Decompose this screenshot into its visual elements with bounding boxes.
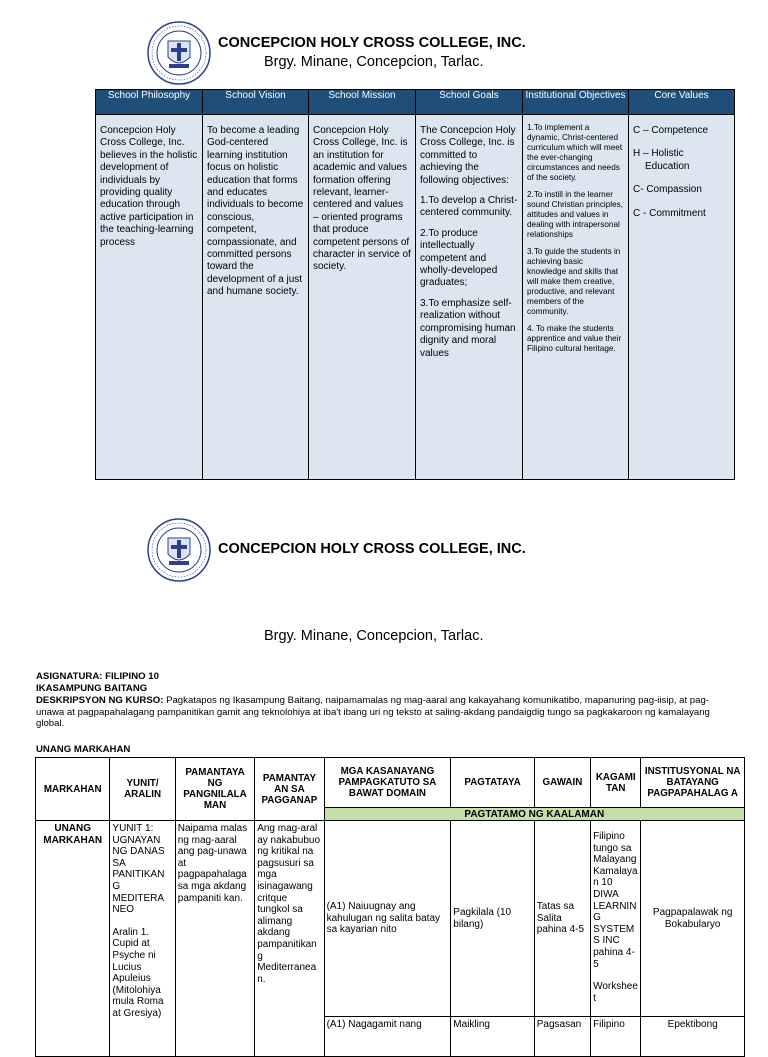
- cell-kagamitan: Filipino: [591, 1017, 641, 1057]
- curriculum-table: [35, 757, 745, 1057]
- quarter-label: UNANG MARKAHAN: [36, 744, 131, 755]
- vision-text: To become a leading God-centered learning institution focus on holistic education that forms and educates individuals to become conscious, competent, compassionate, and committed persons toward the development of a just and humane society.: [203, 115, 309, 480]
- subheader-pagtatamo: PAGTATAMO NG KAALAMAN: [324, 808, 744, 821]
- mission-text: Concepcion Holy Cross College, Inc. is an institution for academic and values formation offering relevant, learner- centered and values – oriented programs that produce competent persons of character in service of society.: [309, 115, 416, 480]
- cell-batayan: Epektibong: [641, 1017, 745, 1057]
- objective-item: 2.To instill in the learner sound Christian principles, attitudes and values in dealing with intrapersonal relationships: [527, 190, 624, 239]
- header-objectives: Institutional Objectives: [523, 90, 629, 115]
- header-kagamitan: KAGAMI TAN: [591, 758, 641, 808]
- goal-item: 3.To emphasize self-realization without compromising human dignity and moral values: [420, 297, 516, 359]
- vmgo-content-row: [96, 115, 735, 480]
- header-kasanayan: MGA KASANAYANG PAMPAGKATUTO SA BAWAT DOMAIN: [324, 758, 451, 808]
- core-values-cell: [629, 115, 735, 480]
- cell-kasanayan: (A1) Naiuugnay ang kahulugan ng salita batay sa kayarian nito: [324, 821, 451, 1017]
- cell-yunit: [110, 821, 175, 1057]
- aralin-title: Aralin 1. Cupid at Psyche ni Lucius Apuleius (Mitolohiya mula Roma at Gresiya): [112, 926, 164, 1019]
- header-batayan: INSTITUSYONAL NA BATAYANG PAGPAPAHALAG A: [641, 758, 745, 808]
- cell-pangnilalaman: Naipama malas ng mag-aaral ang pag-unawa at pagpapahalaga sa mga akdang pampaniti kan.: [175, 821, 254, 1057]
- curriculum-header-row: [36, 758, 745, 808]
- course-description: [36, 695, 726, 730]
- cell-batayan: Pagpapalawak ng Bokabularyo: [641, 821, 745, 1017]
- cell-kagamitan: [591, 821, 641, 1017]
- college-address: Brgy. Minane, Concepcion, Tarlac.: [264, 54, 484, 70]
- cell-kasanayan: (A1) Nagagamit nang: [324, 1017, 451, 1057]
- header-pagtataya: PAGTATAYA: [451, 758, 534, 808]
- header-goals: School Goals: [416, 90, 523, 115]
- objectives-cell: [523, 115, 629, 480]
- vmgo-table: [95, 89, 735, 480]
- header-markahan: MARKAHAN: [36, 758, 110, 821]
- college-address: Brgy. Minane, Concepcion, Tarlac.: [264, 628, 484, 644]
- header-yunit: YUNIT/ ARALIN: [110, 758, 175, 821]
- yunit-title: YUNIT 1: UGNAYAN NG DANAS SA PANITIKAN G MEDITERA NEO: [112, 823, 165, 916]
- cell-pagganap: Ang mag-aral ay nakabubuo ng kritikal na pagsusuri sa mga isinagawang critque tungkol sa alimang akdang pampanitikan g Mediterranea n.: [255, 821, 324, 1057]
- course-description-text: Pagkatapos ng Ikasampung Baitang, naipamamalas ng mag-aaral ang kakayahang komunikatibo, mapanuring pag-iisip, at pag-unawa at pagpapahalagang pampanitikan gamit ang teknolohiya at iba't ibang uri ng teksto at saling-akdang pandaigdig tungo sa pagkakaroon ng kamalayang global.: [36, 695, 710, 729]
- goal-item: 1.To develop a Christ-centered community.: [420, 195, 518, 219]
- header-philosophy: School Philosophy: [96, 90, 203, 115]
- cell-pagtataya: Pagkilala (10 bilang): [451, 821, 534, 1017]
- course-grade: IKASAMPUNG BAITANG: [36, 683, 148, 694]
- objective-item: 3.To guide the students in achieving basic knowledge and skills that will make them creative, productive, and relevant members of the community.: [527, 247, 621, 316]
- college-seal-logo: [146, 518, 212, 582]
- cell-gawain: Tatas sa Salita pahina 4-5: [534, 821, 590, 1017]
- course-description-label: DESKRIPSYON NG KURSO:: [36, 695, 164, 706]
- header-pagganap: PAMANTAY AN SA PAGGANAP: [255, 758, 324, 821]
- college-name: CONCEPCION HOLY CROSS COLLEGE, INC.: [218, 35, 526, 51]
- kagamitan-book: Filipino tungo sa Malayang Kamalaya n 10 DIWA LEARNIN G SYSTEM S INC pahina 4-5: [593, 831, 638, 970]
- kagamitan-worksheet: Workshee t: [593, 981, 638, 1004]
- goal-item: 2.To produce intellectually competent and wholly-developed graduates;: [420, 227, 498, 289]
- cell-markahan: UNANG MARKAHAN: [36, 821, 110, 1057]
- goals-cell: [416, 115, 523, 480]
- core-value-item: C- Compassion: [633, 184, 702, 196]
- core-value-item: C - Commitment: [633, 207, 706, 219]
- vmgo-header-row: [96, 90, 735, 115]
- cell-pagtataya: Maikling: [451, 1017, 534, 1057]
- college-name: CONCEPCION HOLY CROSS COLLEGE, INC.: [218, 541, 526, 557]
- header-core-values: Core Values: [629, 90, 735, 115]
- objective-item: 4. To make the students apprentice and value their Filipino cultural heritage.: [527, 324, 622, 353]
- goals-intro: The Concepcion Holy Cross College, Inc. is committed to achieving the following objectives:: [420, 125, 516, 186]
- core-value-item: C – Competence: [633, 125, 709, 136]
- course-subject: ASIGNATURA: FILIPINO 10: [36, 671, 159, 682]
- header-vision: School Vision: [203, 90, 309, 115]
- header-pangnilalaman: PAMANTAYA NG PANGNILALA MAN: [175, 758, 254, 821]
- philosophy-text: Concepcion Holy Cross College, Inc. believes in the holistic development of individuals by providing quality education through active participation in the teaching-learning process: [96, 115, 203, 480]
- cell-gawain: Pagsasan: [534, 1017, 590, 1057]
- objective-item: 1.To implement a dynamic, Christ-centered curriculum which will meet the ever-changing circumstances and needs of the society.: [527, 123, 623, 182]
- header-gawain: GAWAIN: [534, 758, 590, 808]
- header-mission: School Mission: [309, 90, 416, 115]
- table-row: [36, 821, 745, 1017]
- core-value-item: H – Holistic Education: [633, 148, 690, 172]
- college-seal-logo: [146, 21, 212, 85]
